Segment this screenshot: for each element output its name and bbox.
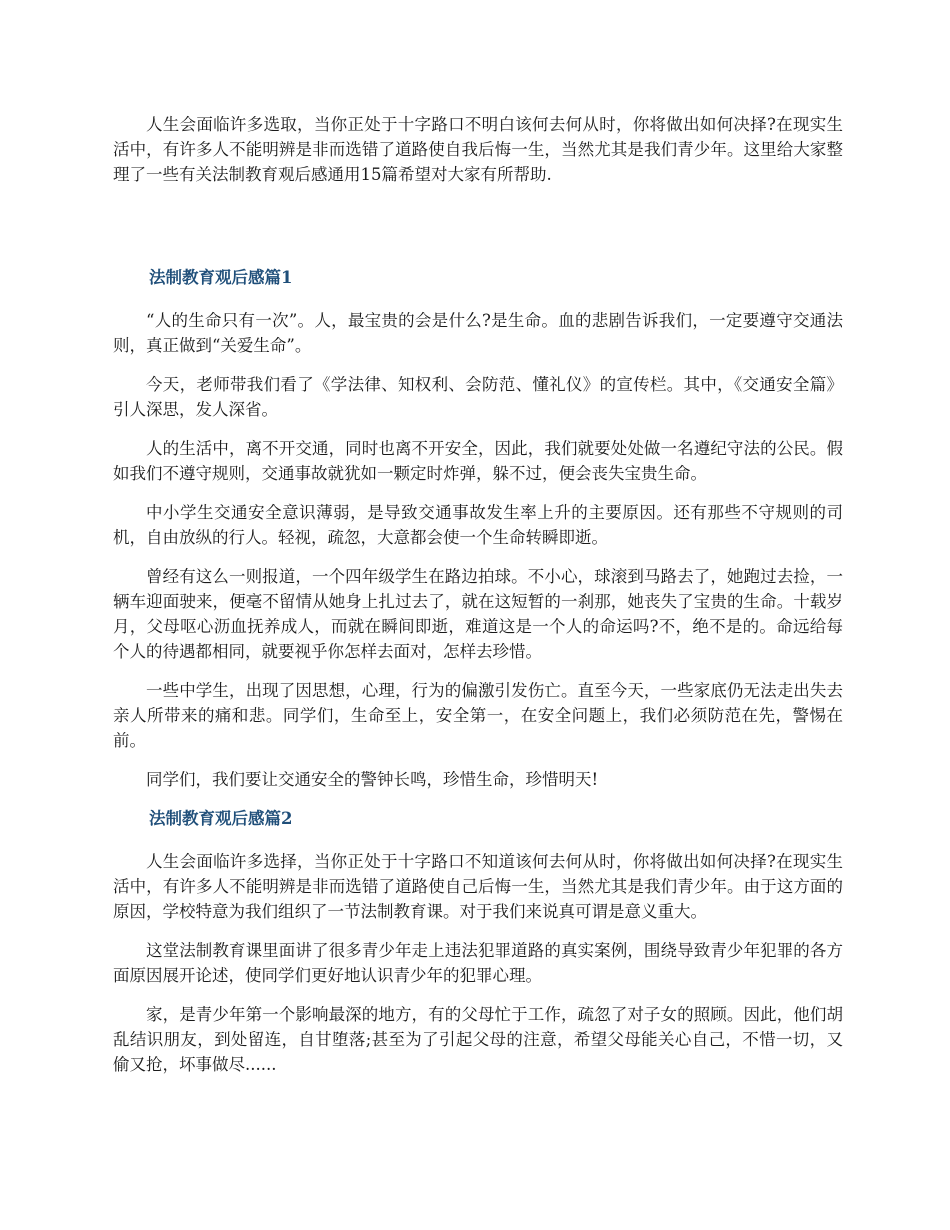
- paragraph: 人的生活中，离不开交通，同时也离不开安全，因此，我们就要处处做一名遵纪守法的公民。假如我们不遵守规则，交通事故就犹如一颗定时炸弹，躲不过，便会丧失宝贵生命。: [113, 439, 843, 483]
- paragraph: “人的生命只有一次”。人，最宝贵的会是什么?是生命。血的悲剧告诉我们，一定要遵守交通法则，真正做到“关爱生命”。: [113, 311, 843, 355]
- document-page: [113, 112, 843, 1077]
- paragraph: 一些中学生，出现了因思想，心理，行为的偏激引发伤亡。直至今天，一些家底仍无法走出失去亲人所带来的痛和悲。同学们，生命至上，安全第一，在安全问题上，我们必须防范在先，警惕在前。: [113, 681, 843, 750]
- paragraph: 家，是青少年第一个影响最深的地方，有的父母忙于工作，疏忽了对子女的照顾。因此，他们胡乱结识朋友，到处留连，自甘堕落;甚至为了引起父母的注意，希望父母能关心自己，不惜一切，又偷又抢，坏事做尽......: [113, 1005, 843, 1074]
- paragraph: 中小学生交通安全意识薄弱，是导致交通事故发生率上升的主要原因。还有那些不守规则的司机，自由放纵的行人。轻视，疏忽，大意都会使一个生命转瞬即逝。: [113, 503, 843, 547]
- paragraph: 人生会面临许多选择，当你正处于十字路口不知道该何去何从时，你将做出如何决择?在现实生活中，有许多人不能明辨是非而选错了道路使自己后悔一生，当然尤其是我们青少年。由于这方面的原因，学校特意为我们组织了一节法制教育课。对于我们来说真可谓是意义重大。: [113, 852, 843, 921]
- paragraph: 同学们，我们要让交通安全的警钟长鸣，珍惜生命，珍惜明天!: [146, 770, 599, 789]
- paragraph: 今天，老师带我们看了《学法律、知权利、会防范、懂礼仪》的宣传栏。其中，《交通安全篇》引人深思，发人深省。: [113, 375, 843, 419]
- intro-paragraph: 人生会面临许多选取，当你正处于十字路口不明白该何去何从时，你将做出如何决择?在现实生活中，有许多人不能明辨是非而选错了道路使自我后悔一生，当然尤其是我们青少年。这里给大家整理了一些有关法制教育观后感通用15篇希望对大家有所帮助.: [113, 115, 843, 184]
- section-1-heading: 法制教育观后感篇1: [149, 268, 293, 287]
- paragraph: 这堂法制教育课里面讲了很多青少年走上违法犯罪道路的真实案例，围绕导致青少年犯罪的各方面原因展开论述，使同学们更好地认识青少年的犯罪心理。: [113, 941, 843, 985]
- paragraph: 曾经有这么一则报道，一个四年级学生在路边拍球。不小心，球滚到马路去了，她跑过去捡，一辆车迎面驶来，便毫不留情从她身上扎过去了，就在这短暂的一刹那，她丧失了宝贵的生命。十载岁月，父母呕心沥血抚养成人，而就在瞬间即逝，难道这是一个人的命运吗?不，绝不是的。命远给每个人的待遇都相同，就要视乎你怎样去面对，怎样去珍惜。: [113, 567, 843, 661]
- section-2-heading: 法制教育观后感篇2: [149, 809, 293, 828]
